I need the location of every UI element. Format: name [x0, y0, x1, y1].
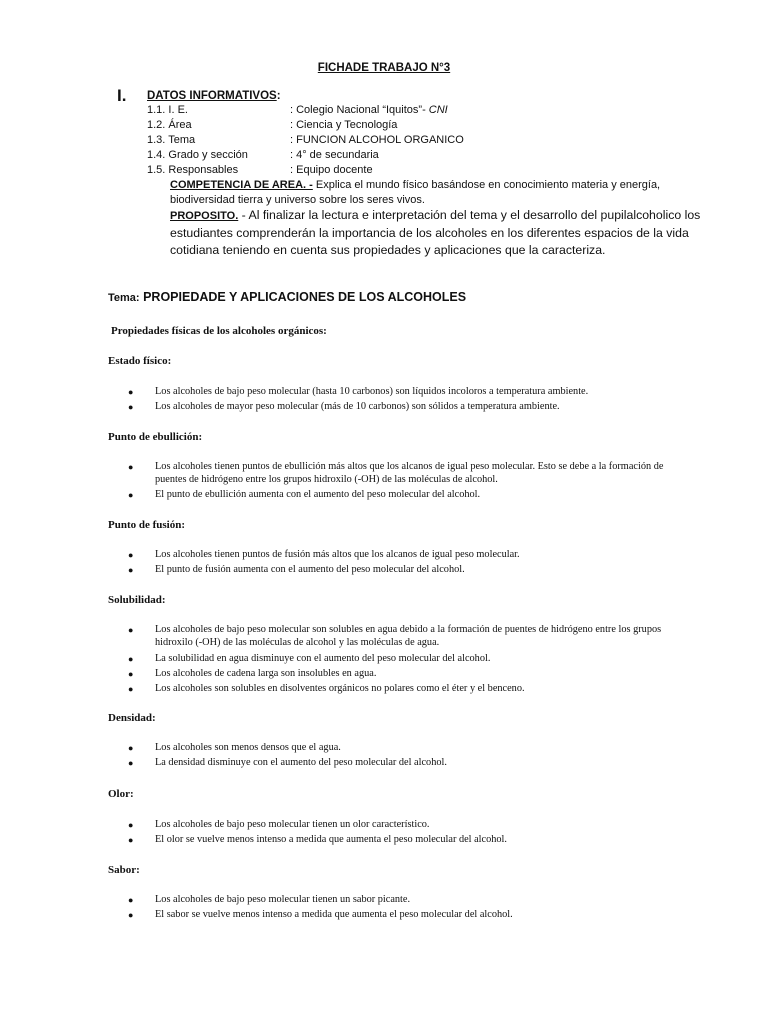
proposito-paragraph — [170, 207, 710, 259]
bullet-icon: ● — [128, 654, 134, 664]
section-punto-ebullicion: Punto de ebullición: ● Los alcoholes tienen puntos de ebullición más altos que los alcanos de igual peso molecular. Esto se debe a la formación de puentes de hidrógeno entre los grupos hidroxilo (-OH) de las moléculas de alcohol. ● El punto de ebullición aumenta con el aumento del peso molecular del alcohol. — [108, 430, 708, 444]
bullet-icon: ● — [128, 625, 134, 635]
section-estado-fisico: Estado físico: ● Los alcoholes de bajo peso molecular (hasta 10 carbonos) son líquidos incoloros a temperatura ambiente. ● Los alcoholes de mayor peso molecular (más de 10 carbonos) son sólidos a temperatura ambiente. — [108, 354, 708, 368]
competencia-text: Explica el mundo físico basándose en conocimiento materia y energía, biodiversidad tierra y universo sobre los seres vivos. — [170, 179, 661, 206]
bullet-icon: ● — [128, 462, 134, 472]
bullet-icon: ● — [128, 895, 134, 905]
proposito-label: PROPOSITO. — [170, 210, 239, 222]
tema-line — [108, 290, 466, 304]
competencia-paragraph — [170, 178, 710, 208]
bullet-icon: ● — [128, 820, 134, 830]
section-solubilidad: Solubilidad: ● Los alcoholes de bajo peso molecular son solubles en agua debido a la formación de puentes de hidrógeno entre los grupos hidroxilo (-OH) de las moléculas de alcohol y las moléculas de agua. ● La solubilidad en agua disminuye con el aumento del peso molecular del alcohol. ● Los alcoholes de cadena larga son insolubles en agua. ● Los alcoholes son solubles en disolventes orgánicos no polares como el éter y el benceno. — [108, 593, 708, 607]
section-subtitle: Propiedades físicas de los alcoholes orgánicos: — [111, 325, 327, 337]
section-olor: Olor: ● Los alcoholes de bajo peso molecular tienen un olor característico. ● El olor se vuelve menos intenso a medida que aumenta el peso molecular del alcohol. — [108, 787, 708, 801]
bullet-icon: ● — [128, 387, 134, 397]
bullet-icon: ● — [128, 910, 134, 920]
bullet-icon: ● — [128, 550, 134, 560]
bullet-icon: ● — [128, 669, 134, 679]
info-row-label: 1.3. Tema — [147, 134, 196, 146]
info-heading — [147, 90, 281, 102]
section-heading: Estado físico: — [108, 355, 172, 367]
section-heading: Olor: — [108, 788, 134, 800]
section-densidad: Densidad: ● Los alcoholes son menos densos que el agua. ● La densidad disminuye con el aumento del peso molecular del alcohol. — [108, 711, 708, 725]
section-heading: Sabor: — [108, 864, 140, 876]
info-row-label: 1.1. I. E. — [147, 104, 188, 116]
bullet-icon: ● — [128, 402, 134, 412]
info-row-value: : Equipo docente — [290, 164, 373, 176]
section-number: I. — [117, 86, 127, 105]
info-heading-text: DATOS INFORMATIVOS — [147, 90, 277, 102]
info-row-label: 1.2. Área — [147, 119, 192, 131]
tema-label: Tema: — [108, 292, 140, 304]
info-heading-suffix: : — [276, 90, 281, 102]
info-row-label: 1.4. Grado y sección — [147, 149, 248, 161]
info-row-value-italic: CNI — [428, 104, 448, 116]
bullet-icon: ● — [128, 565, 134, 575]
section-sabor: Sabor: ● Los alcoholes de bajo peso molecular tienen un sabor picante. ● El sabor se vuelve menos intenso a medida que aumenta el peso molecular del alcohol. — [108, 863, 708, 877]
bullet-icon: ● — [128, 743, 134, 753]
tema-value: PROPIEDADE Y APLICACIONES DE LOS ALCOHOLES — [143, 290, 467, 304]
bullet-icon: ● — [128, 758, 134, 768]
info-row-value: : FUNCION ALCOHOL ORGANICO — [290, 134, 464, 146]
section-heading: Punto de fusión: — [108, 519, 186, 531]
info-row-value: : Ciencia y Tecnología — [290, 119, 398, 131]
info-row-value: : Colegio Nacional “Iquitos”- CNI — [290, 104, 448, 116]
section-heading: Densidad: — [108, 712, 156, 724]
competencia-label: COMPETENCIA DE AREA. - — [170, 179, 313, 191]
info-row-label: 1.5. Responsables — [147, 164, 239, 176]
document-title: FICHADE TRABAJO N°3 — [317, 62, 451, 74]
info-row-value: : 4° de secundaria — [290, 149, 379, 161]
section-punto-fusion: Punto de fusión: ● Los alcoholes tienen puntos de fusión más altos que los alcanos de igual peso molecular. ● El punto de fusión aumenta con el aumento del peso molecular del alcohol. — [108, 518, 708, 532]
bullet-icon: ● — [128, 490, 134, 500]
bullet-icon: ● — [128, 835, 134, 845]
proposito-text: - Al finalizar la lectura e interpretación del tema y el desarrollo del pupilalcoholico los estudiantes comprenderán la importancia de los alcoholes en los diferentes espacios de la vida cotidiana teniendo en cuenta sus propiedades y aplicaciones que la caracteriza. — [170, 208, 701, 257]
section-heading: Solubilidad: — [108, 594, 166, 606]
bullet-icon: ● — [128, 684, 134, 694]
section-heading: Punto de ebullición: — [108, 431, 203, 443]
